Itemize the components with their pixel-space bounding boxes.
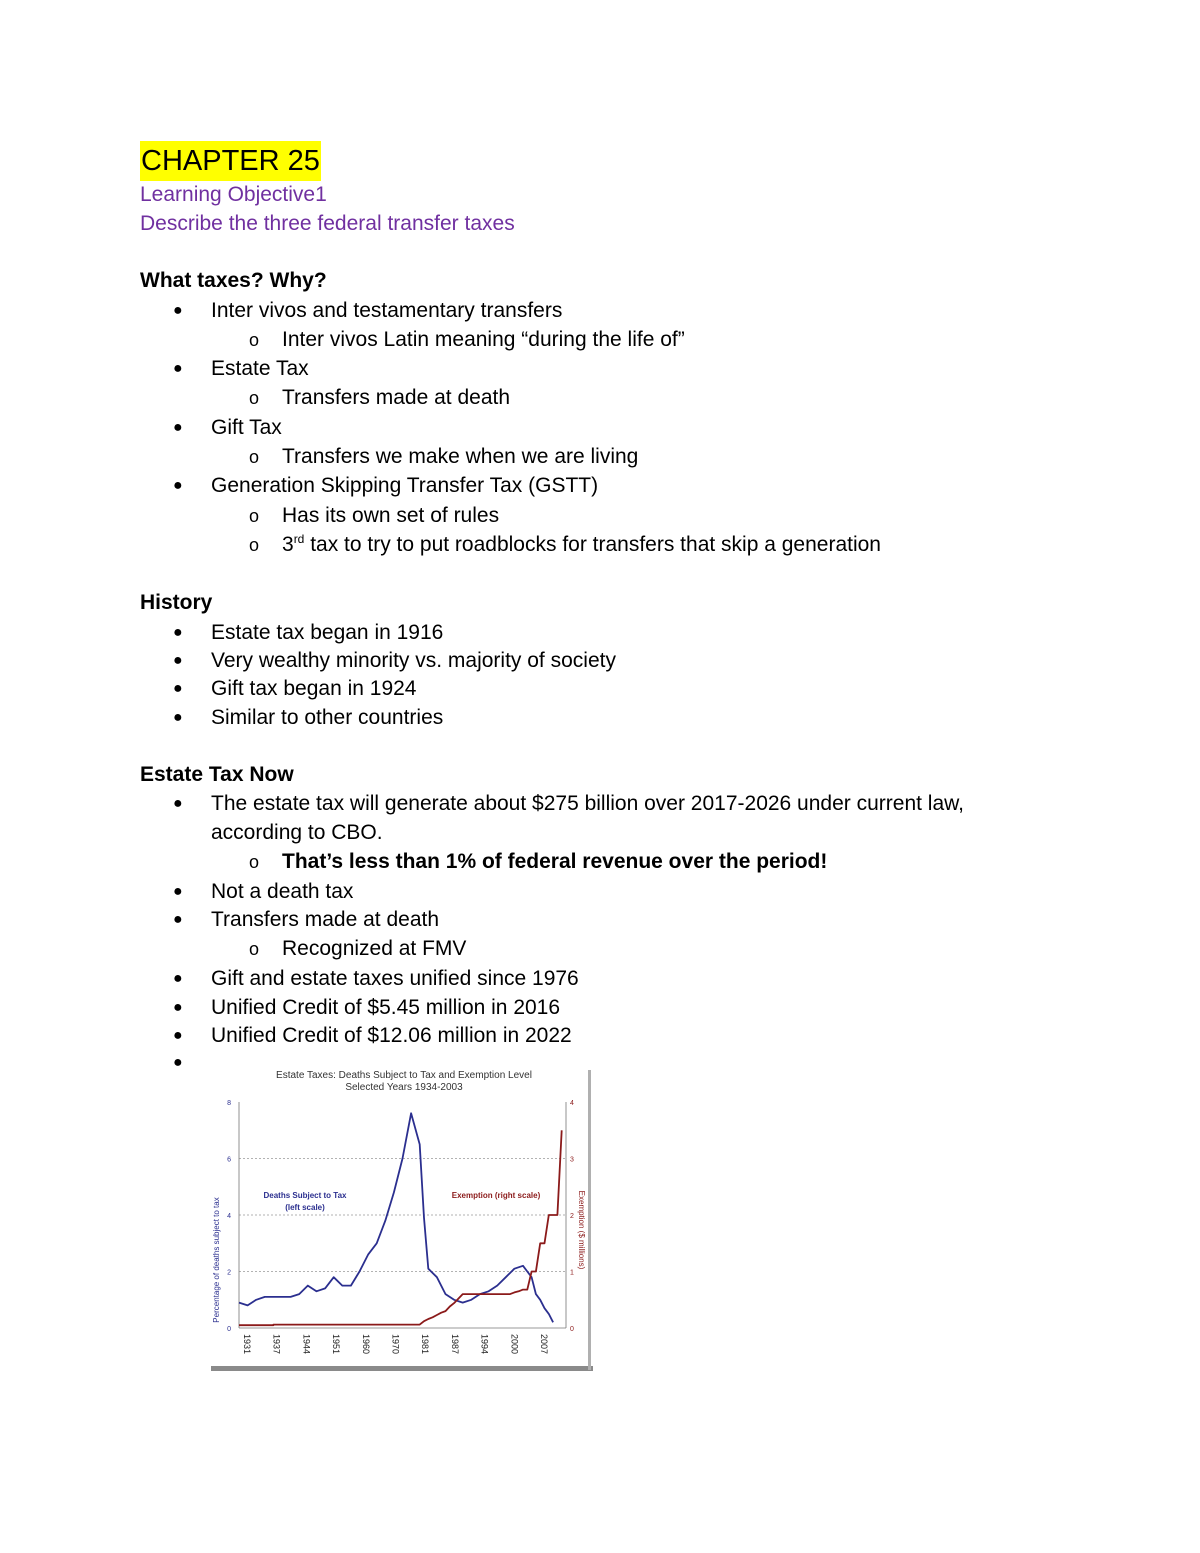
list-item: Gift and estate taxes unified since 1976 [211, 967, 579, 990]
frame-border-right [588, 1070, 591, 1370]
y-axis-right-label: Exemption ($ millions) [577, 1190, 586, 1270]
y-axis-left-label: Percentage of deaths subject to tax [212, 1197, 221, 1323]
list-subitem: Has its own set of rules [282, 504, 500, 527]
bullet-icon: ● [173, 1027, 183, 1044]
x-tick-label: 1987 [449, 1334, 460, 1355]
y-left-tick-label: 6 [227, 1156, 231, 1164]
x-tick-label: 1944 [301, 1334, 312, 1355]
bullet-icon: ● [173, 624, 183, 641]
x-tick-label: 1951 [331, 1334, 342, 1355]
list-item: Similar to other countries [211, 706, 444, 729]
y-right-tick-label: 1 [570, 1269, 574, 1277]
series-line-deaths [239, 1113, 553, 1322]
list-item: Very wealthy minority vs. majority of society [211, 649, 616, 672]
list-subitem [282, 531, 881, 559]
chart-title-line2: Selected Years 1934-2003 [345, 1082, 463, 1093]
list-subitem: That’s less than 1% of federal revenue over the period! [282, 850, 828, 873]
bullet-icon: ● [173, 652, 183, 669]
bullet-icon: ● [173, 883, 183, 900]
x-tick-label: 2007 [539, 1334, 549, 1355]
list-item: Gift tax began in 1924 [211, 677, 417, 700]
list-subitem: Transfers made at death [282, 386, 511, 409]
list-item: The estate tax will generate about $275 billion over 2017-2026 under current law, [211, 792, 964, 815]
list-item: Inter vivos and testamentary transfers [211, 299, 563, 322]
y-right-tick-label: 0 [570, 1326, 574, 1333]
chapter-title: CHAPTER 25 [140, 141, 321, 181]
x-tick-label: 1960 [360, 1334, 371, 1355]
ordinal-number: 3 [282, 533, 294, 556]
subitem-rest: tax to try to put roadblocks for transfers that skip a generation [304, 533, 881, 556]
list-item: Transfers made at death [211, 908, 440, 931]
circle-bullet-icon: o [249, 506, 260, 526]
frame-border-bottom [211, 1366, 593, 1371]
learning-objective-label: Learning Objective1 [140, 183, 327, 206]
list-item: Not a death tax [211, 880, 354, 903]
x-tick-label: 1970 [390, 1334, 401, 1355]
list-subitem: Inter vivos Latin meaning “during the life of” [282, 328, 685, 351]
series-label-deaths-line2: (left scale) [285, 1203, 325, 1212]
y-left-tick-label: 2 [227, 1269, 231, 1277]
series-label-deaths-line1: Deaths Subject to Tax [263, 1191, 347, 1200]
circle-bullet-icon: o [249, 535, 260, 555]
x-tick-label: 2000 [509, 1334, 520, 1355]
y-left-tick-label: 0 [227, 1326, 231, 1333]
bullet-icon: ● [173, 970, 183, 987]
series-line-exemption [239, 1130, 562, 1325]
bullet-icon: ● [173, 999, 183, 1016]
learning-objective-text: Describe the three federal transfer taxes [140, 212, 515, 235]
section-heading-history: History [140, 591, 213, 614]
circle-bullet-icon: o [249, 388, 260, 408]
list-item: Estate Tax [211, 357, 309, 380]
list-item: Estate tax began in 1916 [211, 621, 444, 644]
bullet-icon: ● [173, 477, 183, 494]
series-label-exemption: Exemption (right scale) [451, 1191, 541, 1200]
list-item-continuation: according to CBO. [211, 821, 383, 844]
bullet-icon: ● [173, 360, 183, 377]
y-left-tick-label: 4 [227, 1213, 231, 1220]
circle-bullet-icon: o [249, 330, 260, 350]
circle-bullet-icon: o [249, 939, 260, 959]
circle-bullet-icon: o [249, 447, 260, 467]
y-right-tick-label: 4 [570, 1100, 574, 1107]
y-left-tick-label: 8 [227, 1100, 231, 1107]
bullet-icon: ● [173, 911, 183, 928]
section-heading-what-taxes: What taxes? Why? [140, 269, 327, 292]
x-tick-label: 1931 [242, 1334, 252, 1355]
chart-svg [211, 1070, 593, 1372]
y-right-tick-label: 2 [570, 1213, 574, 1220]
x-tick-label: 1937 [271, 1334, 282, 1355]
list-item: Generation Skipping Transfer Tax (GSTT) [211, 474, 599, 497]
bullet-icon: ● [173, 302, 183, 319]
bullet-icon: ● [173, 419, 183, 436]
bullet-icon: ● [173, 795, 183, 812]
y-right-tick-label: 3 [570, 1156, 574, 1164]
bullet-icon: ● [173, 1054, 183, 1071]
bullet-icon: ● [173, 680, 183, 697]
circle-bullet-icon: o [249, 852, 260, 872]
section-heading-estate-tax-now: Estate Tax Now [140, 763, 294, 786]
ordinal-suffix: rd [293, 532, 305, 546]
list-subitem: Recognized at FMV [282, 937, 467, 960]
bullet-icon: ● [173, 709, 183, 726]
estate-tax-chart [211, 1070, 593, 1372]
list-subitem: Transfers we make when we are living [282, 445, 639, 468]
list-item: Unified Credit of $5.45 million in 2016 [211, 996, 561, 1019]
list-item: Unified Credit of $12.06 million in 2022 [211, 1024, 572, 1047]
x-tick-label: 1994 [479, 1334, 490, 1355]
chart-title-line1: Estate Taxes: Deaths Subject to Tax and Exemption Level [276, 1070, 532, 1081]
x-tick-label: 1981 [420, 1334, 431, 1355]
list-item: Gift Tax [211, 416, 282, 439]
